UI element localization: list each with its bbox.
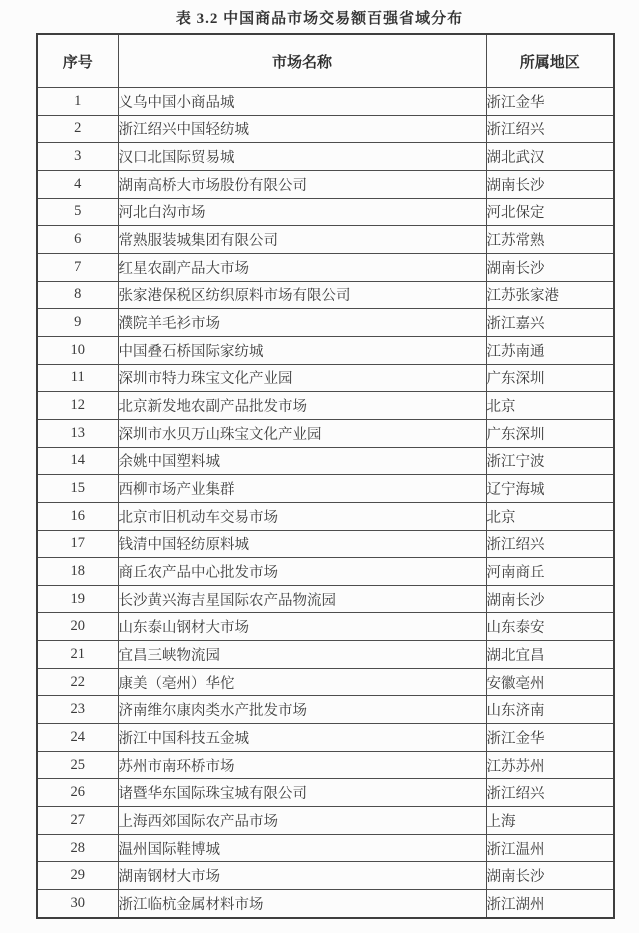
table-row	[37, 558, 614, 586]
market-name-cell: 濮院羊毛衫市场	[118, 309, 486, 337]
table-row	[37, 281, 614, 309]
region-cell: 江苏南通	[486, 336, 614, 364]
table-row	[37, 419, 614, 447]
table-row	[37, 88, 614, 116]
market-name-cell: 中国叠石桥国际家纺城	[118, 336, 486, 364]
row-number-cell: 19	[37, 585, 118, 613]
row-number-cell: 15	[37, 475, 118, 503]
table-row	[37, 336, 614, 364]
market-name-cell: 苏州市南环桥市场	[118, 751, 486, 779]
table-row	[37, 198, 614, 226]
region-cell: 湖北宜昌	[486, 641, 614, 669]
region-cell: 山东泰安	[486, 613, 614, 641]
header-row	[37, 34, 614, 88]
row-number-cell: 16	[37, 502, 118, 530]
table-row	[37, 502, 614, 530]
region-cell: 广东深圳	[486, 364, 614, 392]
market-name-cell: 长沙黄兴海吉星国际农产品物流园	[118, 585, 486, 613]
region-cell: 北京	[486, 392, 614, 420]
market-name-cell: 浙江中国科技五金城	[118, 724, 486, 752]
market-name-cell: 张家港保税区纺织原料市场有限公司	[118, 281, 486, 309]
table-row	[37, 779, 614, 807]
region-cell: 湖南长沙	[486, 253, 614, 281]
table-row	[37, 834, 614, 862]
table-title: 表 3.2 中国商品市场交易额百强省域分布	[175, 11, 464, 27]
region-cell: 安徽亳州	[486, 668, 614, 696]
row-number-cell: 3	[37, 143, 118, 171]
market-name-cell: 红星农副产品大市场	[118, 253, 486, 281]
row-number-cell: 27	[37, 807, 118, 835]
region-cell: 北京	[486, 502, 614, 530]
row-number-cell: 6	[37, 226, 118, 254]
region-cell: 湖北武汉	[486, 143, 614, 171]
region-cell: 浙江金华	[486, 724, 614, 752]
table-header	[37, 34, 614, 88]
market-name-cell: 济南维尔康肉类水产批发市场	[118, 696, 486, 724]
market-name-cell: 北京新发地农副产品批发市场	[118, 392, 486, 420]
market-name-cell: 北京市旧机动车交易市场	[118, 502, 486, 530]
row-number-cell: 10	[37, 336, 118, 364]
row-number-cell: 9	[37, 309, 118, 337]
row-number-cell: 23	[37, 696, 118, 724]
region-cell: 河南商丘	[486, 558, 614, 586]
row-number-cell: 30	[37, 890, 118, 918]
region-cell: 广东深圳	[486, 419, 614, 447]
market-name-cell: 钱清中国轻纺原料城	[118, 530, 486, 558]
table-row	[37, 115, 614, 143]
row-number-cell: 21	[37, 641, 118, 669]
region-cell: 浙江绍兴	[486, 779, 614, 807]
table-row	[37, 170, 614, 198]
row-number-cell: 20	[37, 613, 118, 641]
region-cell: 浙江湖州	[486, 890, 614, 918]
market-name-cell: 上海西郊国际农产品市场	[118, 807, 486, 835]
market-name-cell: 康美（亳州）华佗	[118, 668, 486, 696]
market-name-cell: 余姚中国塑料城	[118, 447, 486, 475]
region-cell: 浙江金华	[486, 88, 614, 116]
region-cell: 辽宁海城	[486, 475, 614, 503]
region-cell: 江苏张家港	[486, 281, 614, 309]
market-name-cell: 深圳市水贝万山珠宝文化产业园	[118, 419, 486, 447]
row-number-cell: 17	[37, 530, 118, 558]
row-number-cell: 18	[37, 558, 118, 586]
row-number-cell: 26	[37, 779, 118, 807]
row-number-cell: 29	[37, 862, 118, 890]
region-cell: 上海	[486, 807, 614, 835]
table-row	[37, 696, 614, 724]
region-cell: 湖南长沙	[486, 862, 614, 890]
table-row	[37, 585, 614, 613]
header-cell-market-name: 市场名称	[118, 34, 486, 88]
row-number-cell: 5	[37, 198, 118, 226]
row-number-cell: 22	[37, 668, 118, 696]
region-cell: 浙江宁波	[486, 447, 614, 475]
market-distribution-table	[36, 33, 615, 919]
region-cell: 浙江绍兴	[486, 530, 614, 558]
market-name-cell: 宜昌三峡物流园	[118, 641, 486, 669]
region-cell: 河北保定	[486, 198, 614, 226]
table-row	[37, 392, 614, 420]
table-body	[37, 88, 614, 919]
market-name-cell: 浙江临杭金属材料市场	[118, 890, 486, 918]
header-cell-region: 所属地区	[486, 34, 614, 88]
market-name-cell: 温州国际鞋博城	[118, 834, 486, 862]
header-cell-index: 序号	[37, 34, 118, 88]
row-number-cell: 24	[37, 724, 118, 752]
row-number-cell: 14	[37, 447, 118, 475]
table-row	[37, 641, 614, 669]
row-number-cell: 13	[37, 419, 118, 447]
market-name-cell: 湖南钢材大市场	[118, 862, 486, 890]
row-number-cell: 2	[37, 115, 118, 143]
row-number-cell: 12	[37, 392, 118, 420]
region-cell: 浙江绍兴	[486, 115, 614, 143]
row-number-cell: 1	[37, 88, 118, 116]
market-name-cell: 湖南高桥大市场股份有限公司	[118, 170, 486, 198]
row-number-cell: 8	[37, 281, 118, 309]
market-name-cell: 西柳市场产业集群	[118, 475, 486, 503]
row-number-cell: 28	[37, 834, 118, 862]
table-row	[37, 309, 614, 337]
table-row	[37, 807, 614, 835]
market-name-cell: 深圳市特力珠宝文化产业园	[118, 364, 486, 392]
row-number-cell: 7	[37, 253, 118, 281]
market-name-cell: 河北白沟市场	[118, 198, 486, 226]
market-name-cell: 诸暨华东国际珠宝城有限公司	[118, 779, 486, 807]
region-cell: 浙江嘉兴	[486, 309, 614, 337]
market-name-cell: 常熟服装城集团有限公司	[118, 226, 486, 254]
table-row	[37, 226, 614, 254]
table-row	[37, 253, 614, 281]
row-number-cell: 25	[37, 751, 118, 779]
region-cell: 江苏苏州	[486, 751, 614, 779]
table-row	[37, 724, 614, 752]
region-cell: 湖南长沙	[486, 585, 614, 613]
table-row	[37, 475, 614, 503]
market-name-cell: 商丘农产品中心批发市场	[118, 558, 486, 586]
table-row	[37, 364, 614, 392]
table-row	[37, 751, 614, 779]
table-row	[37, 613, 614, 641]
table-row	[37, 862, 614, 890]
region-cell: 江苏常熟	[486, 226, 614, 254]
market-name-cell: 义乌中国小商品城	[118, 88, 486, 116]
region-cell: 湖南长沙	[486, 170, 614, 198]
table-row	[37, 447, 614, 475]
market-name-cell: 汉口北国际贸易城	[118, 143, 486, 171]
row-number-cell: 11	[37, 364, 118, 392]
table-row	[37, 143, 614, 171]
table-row	[37, 668, 614, 696]
market-name-cell: 山东泰山钢材大市场	[118, 613, 486, 641]
table-row	[37, 890, 614, 918]
region-cell: 浙江温州	[486, 834, 614, 862]
table-row	[37, 530, 614, 558]
row-number-cell: 4	[37, 170, 118, 198]
region-cell: 山东济南	[486, 696, 614, 724]
market-name-cell: 浙江绍兴中国轻纺城	[118, 115, 486, 143]
